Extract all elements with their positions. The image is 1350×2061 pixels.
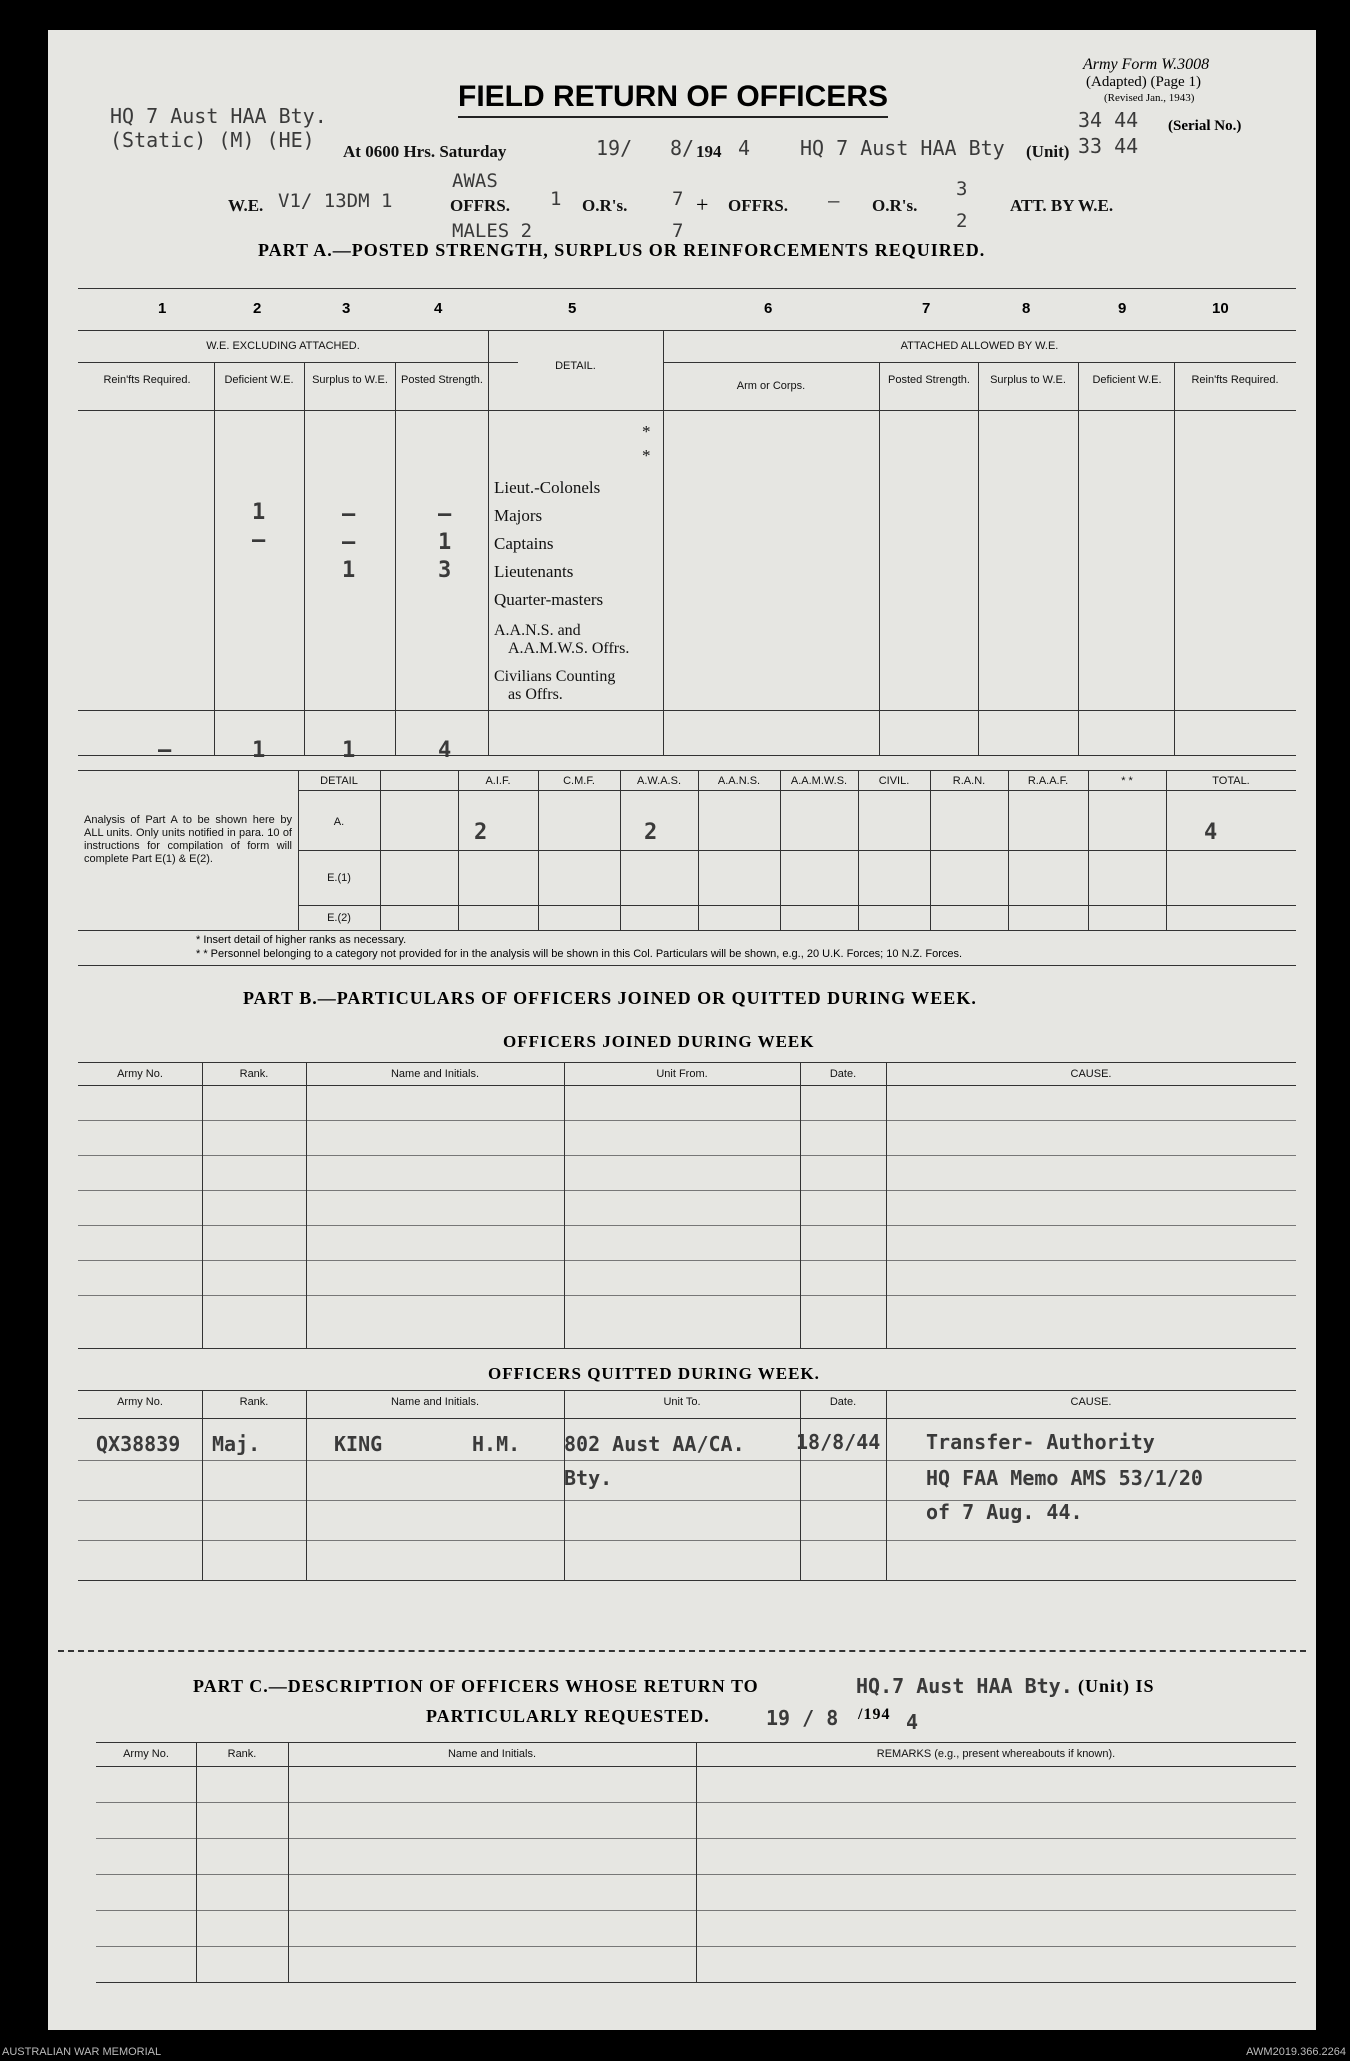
adapted-label: (Adapted) (Page 1)	[1086, 74, 1201, 90]
rank-civilians: Civilians Counting	[494, 668, 616, 685]
posted-captains: 1	[438, 530, 452, 555]
typed-unit-2: (Static) (M) (HE)	[110, 128, 315, 152]
quitted-header-army-no: Army No.	[117, 1396, 163, 1408]
col-number-4: 4	[434, 300, 443, 317]
offrs-val: 1	[550, 188, 562, 210]
quitted-header-date: Date.	[829, 1396, 857, 1408]
detail-header: DETAIL.	[555, 360, 596, 372]
revised-label: (Revised Jan., 1943)	[1104, 92, 1195, 104]
plus-sign: +	[696, 192, 709, 217]
footer-left: AUSTRALIAN WAR MEMORIAL	[2, 2046, 162, 2058]
footnote-2: * * Personnel belonging to a category not provided for in the analysis will be shown in this Col. Particulars will be shown, e.g., 20 U.K. Forces; 10 N.Z. Forces.	[196, 948, 963, 960]
quitted-header-rank: Rank.	[239, 1396, 269, 1408]
quitted-rank: Maj.	[212, 1432, 261, 1456]
rank-aans: A.A.N.S. and	[494, 622, 581, 639]
col-number-1: 1	[158, 300, 167, 317]
serial-label: (Serial No.)	[1168, 118, 1242, 134]
analysis-aif-value: 2	[474, 820, 488, 845]
total-deficient: 1	[252, 738, 266, 763]
rank-majors: Majors	[494, 506, 543, 525]
posted-majors: –	[438, 502, 452, 527]
analysis-row-e2: E.(2)	[327, 912, 351, 924]
col-number-9: 9	[1118, 300, 1127, 317]
footnote-1: * Insert detail of higher ranks as necessary.	[196, 934, 407, 946]
part-c-header-name: Name and Initials.	[447, 1748, 537, 1760]
quitted-name: KING	[334, 1432, 383, 1456]
quitted-cause-1: Transfer- Authority	[926, 1430, 1155, 1454]
unit-label: (Unit)	[1026, 142, 1070, 161]
part-a-heading: PART A.—POSTED STRENGTH, SURPLUS OR REINFORCEMENTS REQUIRED.	[258, 240, 986, 260]
ors-label: O.R's.	[582, 196, 628, 215]
offrs2-val: –	[828, 190, 840, 212]
posted2-header: Posted Strength.	[888, 374, 970, 386]
analysis-row-e1: E.(1)	[327, 872, 351, 884]
part-c-header-rank: Rank.	[227, 1748, 257, 1760]
rank-captains: Captains	[494, 534, 554, 553]
serial-typed-2: 33 44	[1078, 134, 1139, 158]
col-number-6: 6	[764, 300, 773, 317]
posted-header: Posted Strength.	[401, 374, 483, 386]
analysis-header-ran: R.A.N.	[952, 775, 986, 787]
star-2: *	[642, 446, 651, 465]
analysis-row-a: A.	[333, 816, 345, 828]
form-sheet	[48, 30, 1316, 2030]
rank-aamws: A.A.M.W.S. Offrs.	[508, 640, 630, 657]
part-c-header-army-no: Army No.	[123, 1748, 169, 1760]
ors2-val-2: 2	[956, 210, 968, 232]
analysis-header-cmf: C.M.F.	[563, 775, 595, 787]
ors-val: 7	[672, 188, 684, 210]
ors2-label: O.R's.	[872, 196, 918, 215]
part-b-heading: PART B.—PARTICULARS OF OFFICERS JOINED OR QUITTED DURING WEEK.	[243, 988, 977, 1008]
col-number-10: 10	[1212, 300, 1229, 317]
rank-lieut-colonels: Lieut.-Colonels	[494, 478, 601, 497]
analysis-header-aans: A.A.N.S.	[717, 775, 761, 787]
joined-header-rank: Rank.	[239, 1068, 269, 1080]
ors2-val: 3	[956, 178, 968, 200]
analysis-header-raaf: R.A.A.F.	[1027, 775, 1069, 787]
surplus-lieutenants: 1	[342, 558, 356, 583]
quitted-date: 18/8/44	[796, 1430, 881, 1454]
deficient2-header: Deficient W.E.	[1092, 374, 1162, 386]
analysis-total-value: 4	[1204, 820, 1218, 845]
part-c-year-digit: 4	[906, 1710, 919, 1734]
date-month: 8/	[670, 136, 695, 160]
ors-val-2: 7	[672, 220, 684, 242]
surplus-majors: –	[342, 502, 356, 527]
analysis-header-detail: DETAIL	[320, 775, 358, 787]
analysis-header-awas: A.W.A.S.	[636, 775, 681, 787]
part-c-header-remarks: REMARKS (e.g., present whereabouts if known).	[876, 1748, 1116, 1760]
army-form-label: Army Form W.3008	[1083, 56, 1210, 73]
quitted-unit-to-2: Bty.	[564, 1466, 613, 1490]
reinfts2-header: Rein'fts Required.	[1191, 374, 1279, 386]
typed-unit-1: HQ 7 Aust HAA Bty.	[110, 104, 327, 128]
form-title: FIELD RETURN OF OFFICERS	[458, 80, 888, 118]
arm-header: Arm or Corps.	[736, 380, 806, 392]
quitted-army-no: QX38839	[96, 1432, 181, 1456]
analysis-header-civil: CIVIL.	[878, 775, 910, 787]
analysis-note: Analysis of Part A to be shown here by ALL units. Only units notified in para. 10 of instructions for compilation of form will complete Part E(1) & E(2).	[84, 814, 292, 865]
joined-header-unit-from: Unit From.	[656, 1068, 708, 1080]
surplus-header: Surplus to W.E.	[312, 374, 388, 386]
part-c-unit-label: (Unit) IS	[1078, 1676, 1155, 1696]
rank-as-offrs: as Offrs.	[508, 686, 563, 703]
analysis-awas-value: 2	[644, 820, 658, 845]
analysis-header-aamws: A.A.M.W.S.	[790, 775, 848, 787]
att-label: ATT. BY W.E.	[1010, 196, 1114, 215]
reinfts-header: Rein'fts Required.	[103, 374, 191, 386]
joined-header-army-no: Army No.	[117, 1068, 163, 1080]
deficient-majors: 1	[252, 500, 266, 525]
offrs-label: OFFRS.	[450, 196, 510, 215]
year-label: 194	[696, 142, 722, 161]
joined-header-name: Name and Initials.	[390, 1068, 480, 1080]
part-c-year-label: /194	[858, 1706, 891, 1723]
quitted-cause-2: HQ FAA Memo AMS 53/1/20	[926, 1466, 1203, 1490]
analysis-header-total: TOTAL.	[1212, 775, 1250, 787]
we-excluding-header: W.E. EXCLUDING ATTACHED.	[206, 340, 360, 352]
total-posted: 4	[438, 738, 452, 763]
serial-typed-1: 34 44	[1078, 108, 1139, 132]
part-c-unit-typed: HQ.7 Aust HAA Bty.	[856, 1674, 1073, 1698]
awas-typed: AWAS	[452, 170, 498, 192]
date-day: 19/	[596, 136, 633, 160]
col-number-7: 7	[922, 300, 931, 317]
star-1: *	[642, 422, 651, 441]
col-number-3: 3	[342, 300, 351, 317]
analysis-header-other: * *	[1121, 775, 1133, 787]
at-hours-label: At 0600 Hrs. Saturday	[343, 142, 507, 161]
offrs2-label: OFFRS.	[728, 196, 788, 215]
quitted-header-name: Name and Initials.	[390, 1396, 480, 1408]
attached-allowed-header: ATTACHED ALLOWED BY W.E.	[900, 340, 1059, 352]
quitted-initials: H.M.	[472, 1432, 521, 1456]
year-digit: 4	[738, 136, 751, 160]
we-label: W.E.	[228, 196, 264, 215]
footer-right: AWM2019.366.2264	[1246, 2046, 1346, 2058]
quitted-title: OFFICERS QUITTED DURING WEEK.	[488, 1364, 820, 1383]
joined-header-date: Date.	[829, 1068, 857, 1080]
posted-lieutenants: 3	[438, 558, 452, 583]
part-c-heading-1: PART C.—DESCRIPTION OF OFFICERS WHOSE RETURN TO	[193, 1676, 759, 1696]
joined-title: OFFICERS JOINED DURING WEEK	[503, 1032, 815, 1051]
deficient-captains: –	[252, 528, 266, 553]
col-number-5: 5	[568, 300, 577, 317]
rank-lieutenants: Lieutenants	[494, 562, 574, 581]
total-surplus: 1	[342, 738, 356, 763]
rank-quarter-masters: Quarter-masters	[494, 590, 604, 609]
total-reinfts: –	[158, 738, 172, 763]
males-typed: MALES 2	[452, 220, 533, 242]
surplus-captains: –	[342, 530, 356, 555]
typed-unit-3: HQ 7 Aust HAA Bty	[800, 136, 1005, 160]
surplus2-header: Surplus to W.E.	[990, 374, 1066, 386]
part-c-heading-2: PARTICULARLY REQUESTED.	[426, 1706, 710, 1726]
deficient-header: Deficient W.E.	[224, 374, 294, 386]
quitted-header-cause: CAUSE.	[1070, 1396, 1112, 1408]
col-number-2: 2	[253, 300, 262, 317]
part-c-date-typed: 19 / 8	[766, 1706, 839, 1730]
quitted-unit-to-1: 802 Aust AA/CA.	[564, 1432, 745, 1456]
we-typed: V1/ 13DM 1	[278, 190, 393, 212]
quitted-cause-3: of 7 Aug. 44.	[926, 1500, 1083, 1524]
analysis-header-aif: A.I.F.	[485, 775, 511, 787]
joined-header-cause: CAUSE.	[1070, 1068, 1112, 1080]
quitted-header-unit-to: Unit To.	[663, 1396, 701, 1408]
col-number-8: 8	[1022, 300, 1031, 317]
